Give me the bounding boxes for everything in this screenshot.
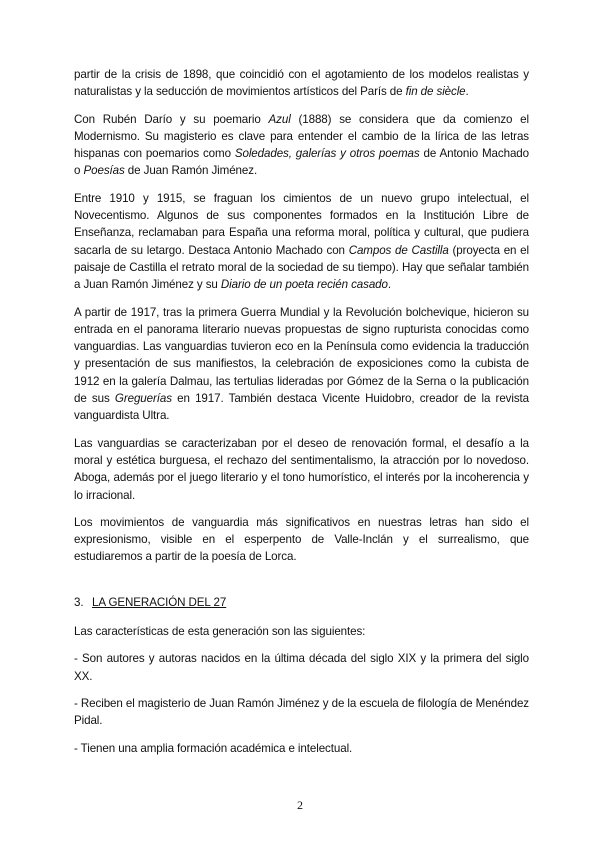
- italic-text: Azul: [268, 112, 291, 126]
- paragraph-text: .: [387, 278, 391, 292]
- paragraph-text: (proyecta en el paisaje de Castilla el retrato moral de la sociedad de su tiempo). Hay que señalar también a Juan Ramón Jiménez y su: [74, 243, 529, 292]
- body-paragraph: [74, 190, 529, 294]
- section-heading: [74, 594, 529, 611]
- body-paragraph: [74, 111, 529, 180]
- italic-text: Campos de Castilla: [348, 243, 449, 257]
- paragraph-text: partir de la crisis de 1898, que coincidió con el agotamiento de los modelos realistas y naturalistas y la seducción de movimientos artísticos del París de: [74, 68, 529, 99]
- paragraph-text: de Antonio Machado o: [74, 147, 529, 178]
- paragraph-text: Las vanguardias se caracterizaban por el deseo de renovación formal, el desafío a la moral y estética burguesa, el rechazo del sentimentalismo, la atracción por lo novedoso. Aboga, además por el juego literario y el tono humorístico, el interés por la incoherencia y lo irracional.: [74, 436, 529, 502]
- section-intro: Las características de esta generación son las siguientes:: [74, 625, 366, 639]
- italic-text: Soledades, galerías y otros poemas: [234, 147, 420, 161]
- paragraph-text: Los movimientos de vanguardia más significativos en nuestras letras han sido el expresionismo, visible en el esperpento de Valle-Inclán y el surrealismo, que estudiaremos a partir de la poesía de Lorca.: [74, 515, 529, 564]
- list-item: - Son autores y autoras nacidos en la última década del siglo XIX y la primera del siglo XX.: [74, 652, 529, 683]
- body-paragraph: [74, 435, 529, 504]
- body-paragraph: [74, 66, 529, 101]
- body-paragraph: [74, 514, 529, 566]
- paragraph-text: (1888) se considera que da comienzo el Modernismo. Su magisterio es clave para entender el cambio de la lírica de las letras hispanas con poemarios como: [74, 112, 529, 161]
- italic-text: fin de siècle: [405, 85, 466, 99]
- section-title: LA GENERACIÓN DEL 27: [92, 595, 227, 609]
- paragraph-text: en 1917. También destaca Vicente Huidobro, creador de la revista vanguardista Ultra.: [74, 392, 530, 423]
- page-body: [74, 66, 529, 767]
- paragraph-text: Con Rubén Darío y su poemario: [74, 112, 269, 126]
- paragraph-text: Entre 1910 y 1915, se fraguan los cimientos de un nuevo grupo intelectual, el Novecentismo. Algunos de sus componentes formados en la Institución Libre de Enseñanza, reclamaban para España una reforma moral, política y cultural, que pudiera sacarla de su letargo. Destaca Antonio Machado con: [74, 191, 529, 257]
- page-number: 2: [297, 798, 303, 812]
- list-item: - Reciben el magisterio de Juan Ramón Jiménez y de la escuela de filología de Menéndez Pidal.: [74, 696, 529, 728]
- paragraph-text: A partir de 1917, tras la primera Guerra Mundial y la Revolución bolchevique, hicieron su entrada en el panorama literario nuevas propuestas de signo rupturista conocidas como vanguardias. Las vanguardias tuvieron eco en la Península como evidencia la traducción y presentación de sus manifiestos, la celebración de exposiciones como la cubista de 1912 en la galería Dalmau, las tertulias lideradas por Gómez de la Serna o la publicación de sus: [74, 305, 529, 406]
- italic-text: Poesías: [83, 164, 125, 178]
- section-number: 3.: [74, 595, 84, 609]
- italic-text: Greguerías: [114, 392, 172, 406]
- paragraph-text: de Juan Ramón Jiménez.: [124, 164, 258, 178]
- italic-text: Diario de un poeta recién casado: [220, 278, 388, 292]
- body-paragraph: [74, 304, 529, 425]
- list-item: - Tienen una amplia formación académica e intelectual.: [74, 741, 353, 755]
- paragraph-text: .: [465, 85, 469, 99]
